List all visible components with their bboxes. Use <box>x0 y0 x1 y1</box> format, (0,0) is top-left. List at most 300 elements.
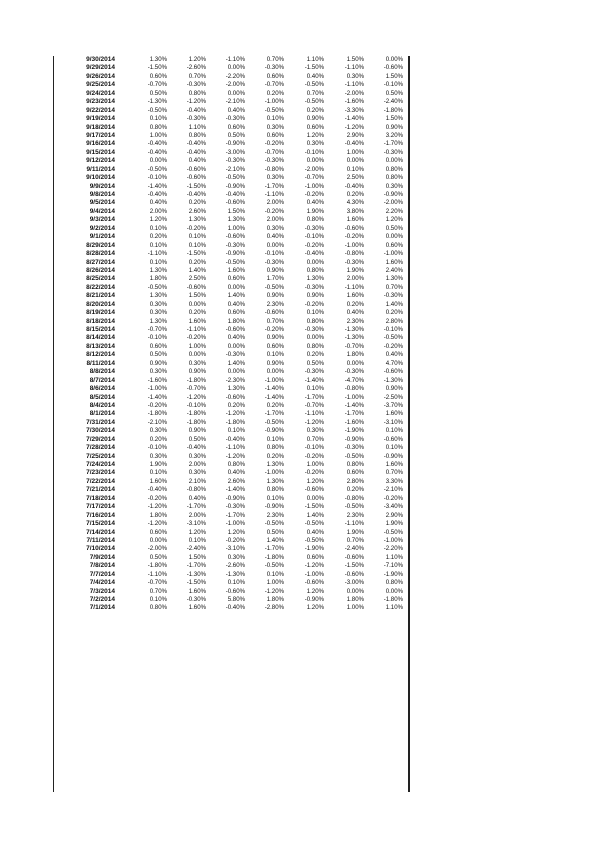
value-cell: -0.80% <box>264 165 284 173</box>
value-cell: 1.60% <box>385 258 403 266</box>
value-cell: -0.30% <box>264 157 284 165</box>
value-cell: 1.50% <box>227 207 245 215</box>
value-cell: 0.30% <box>306 140 324 148</box>
value-cell: -0.60% <box>344 553 364 561</box>
value-cell: -0.20% <box>304 452 324 460</box>
value-cell: -1.80% <box>186 410 206 418</box>
value-cell: 0.80% <box>385 579 403 587</box>
value-cell: 0.40% <box>306 199 324 207</box>
table-row <box>55 436 407 444</box>
value-cell: -0.30% <box>304 368 324 376</box>
value-cell: -1.10% <box>304 410 324 418</box>
value-cell: -0.60% <box>225 199 245 207</box>
value-cell: -1.40% <box>147 393 167 401</box>
table-row <box>55 284 407 292</box>
value-cell: -0.60% <box>383 435 403 443</box>
date-cell: 8/15/2014 <box>86 326 115 333</box>
date-cell: 8/14/2014 <box>86 334 115 342</box>
value-cell: -1.50% <box>186 250 206 258</box>
value-cell: -0.80% <box>344 250 364 258</box>
value-cell: -7.10% <box>383 562 403 570</box>
table-row <box>55 233 407 241</box>
value-cell: -1.20% <box>186 98 206 106</box>
table-row <box>55 275 407 283</box>
value-cell: 0.40% <box>346 309 364 317</box>
value-cell: 0.50% <box>306 359 324 367</box>
date-cell: 8/6/2014 <box>89 385 115 393</box>
value-cell: 0.10% <box>306 385 324 393</box>
value-cell: -1.70% <box>264 410 284 418</box>
value-cell: -1.80% <box>186 418 206 426</box>
value-cell: -1.40% <box>304 376 324 384</box>
value-cell: -0.40% <box>186 106 206 114</box>
value-cell: -0.30% <box>344 444 364 452</box>
value-cell: 0.90% <box>266 266 284 274</box>
value-cell: 0.30% <box>149 452 167 460</box>
value-cell: 0.80% <box>306 317 324 325</box>
value-cell: 0.00% <box>227 64 245 72</box>
value-cell: 1.30% <box>227 216 245 224</box>
value-cell: 0.10% <box>266 435 284 443</box>
value-cell: 1.30% <box>227 385 245 393</box>
value-cell: -0.50% <box>264 283 284 291</box>
value-cell: -0.40% <box>186 444 206 452</box>
value-cell: 2.00% <box>266 199 284 207</box>
value-cell: -0.50% <box>147 165 167 173</box>
value-cell: 1.90% <box>346 266 364 274</box>
date-cell: 8/26/2014 <box>86 266 115 274</box>
value-cell: -0.30% <box>344 258 364 266</box>
value-cell: 0.70% <box>266 56 284 63</box>
value-cell: 0.20% <box>346 191 364 198</box>
value-cell: -0.60% <box>225 587 245 595</box>
value-cell: 2.90% <box>346 131 364 139</box>
value-cell: 0.10% <box>149 115 167 123</box>
value-cell: -1.20% <box>264 587 284 595</box>
value-cell: 0.50% <box>188 435 206 443</box>
value-cell: 1.20% <box>385 216 403 224</box>
value-cell: 0.40% <box>188 494 206 502</box>
value-cell: 0.10% <box>149 258 167 266</box>
value-cell: 1.40% <box>266 536 284 544</box>
value-cell: 1.80% <box>346 596 364 603</box>
value-cell: -0.50% <box>304 81 324 89</box>
value-cell: 0.10% <box>385 444 403 452</box>
table-row <box>55 318 407 326</box>
value-cell: -1.00% <box>147 385 167 393</box>
date-cell: 9/24/2014 <box>86 89 115 97</box>
table-row <box>55 242 407 250</box>
table-row <box>55 410 407 418</box>
value-cell: -1.50% <box>186 579 206 587</box>
table-row <box>55 444 407 452</box>
value-cell: -2.20% <box>383 545 403 553</box>
value-cell: 4.70% <box>385 359 403 367</box>
value-cell: 1.30% <box>149 317 167 325</box>
value-cell: 0.80% <box>188 131 206 139</box>
value-cell: -1.10% <box>344 64 364 72</box>
value-cell: -0.50% <box>304 520 324 528</box>
value-cell: -0.20% <box>304 241 324 249</box>
value-cell: 2.30% <box>346 317 364 325</box>
value-cell: 1.60% <box>149 477 167 485</box>
value-cell: -1.10% <box>147 570 167 578</box>
date-cell: 7/14/2014 <box>86 528 115 536</box>
value-cell: -0.30% <box>225 351 245 359</box>
value-cell: 0.60% <box>306 123 324 131</box>
value-cell: -1.00% <box>344 241 364 249</box>
value-cell: -0.70% <box>147 81 167 89</box>
value-cell: -0.30% <box>304 224 324 232</box>
value-cell: 1.00% <box>346 604 364 612</box>
value-cell: -0.60% <box>304 579 324 587</box>
value-cell: 0.00% <box>149 157 167 165</box>
value-cell: -0.50% <box>383 528 403 536</box>
value-cell: 0.10% <box>266 115 284 123</box>
value-cell: 0.70% <box>306 89 324 97</box>
value-cell: 0.10% <box>188 536 206 544</box>
value-cell: 0.50% <box>149 553 167 561</box>
value-cell: 0.60% <box>227 123 245 131</box>
value-cell: 0.10% <box>188 241 206 249</box>
value-cell: -2.10% <box>225 165 245 173</box>
value-cell: 0.00% <box>385 56 403 63</box>
value-cell: 0.00% <box>385 157 403 165</box>
date-cell: 9/25/2014 <box>86 81 115 89</box>
value-cell: -1.50% <box>147 64 167 72</box>
value-cell: -1.10% <box>264 191 284 198</box>
date-cell: 7/4/2014 <box>89 579 115 587</box>
value-cell: -0.10% <box>383 81 403 89</box>
value-cell: 0.60% <box>306 553 324 561</box>
value-cell: -1.40% <box>147 182 167 190</box>
date-cell: 7/1/2014 <box>89 604 115 612</box>
value-cell: -2.20% <box>225 72 245 80</box>
table-row <box>55 73 407 81</box>
value-cell: 1.30% <box>149 266 167 274</box>
table-row <box>55 588 407 596</box>
value-cell: -1.90% <box>383 570 403 578</box>
date-cell: 7/29/2014 <box>86 435 115 443</box>
table-row <box>55 385 407 393</box>
value-cell: -3.70% <box>383 401 403 409</box>
value-cell: -0.40% <box>147 140 167 148</box>
value-cell: -0.10% <box>264 250 284 258</box>
value-cell: -0.10% <box>304 444 324 452</box>
value-cell: -1.00% <box>264 469 284 477</box>
value-cell: -0.90% <box>225 250 245 258</box>
value-cell: -1.40% <box>344 401 364 409</box>
value-cell: 0.90% <box>188 427 206 435</box>
date-cell: 9/16/2014 <box>86 140 115 148</box>
value-cell: -2.50% <box>383 393 403 401</box>
table-row <box>55 469 407 477</box>
value-cell: -2.10% <box>225 98 245 106</box>
value-cell: -0.90% <box>225 182 245 190</box>
value-cell: 1.80% <box>266 596 284 603</box>
date-cell: 9/4/2014 <box>89 207 115 215</box>
value-cell: 1.40% <box>385 300 403 308</box>
value-cell: 1.20% <box>306 131 324 139</box>
value-cell: 0.00% <box>306 258 324 266</box>
value-cell: -0.50% <box>264 562 284 570</box>
value-cell: 0.20% <box>266 452 284 460</box>
value-cell: 0.30% <box>149 300 167 308</box>
table-row <box>55 461 407 469</box>
value-cell: -1.70% <box>186 562 206 570</box>
table-row <box>55 495 407 503</box>
value-cell: -0.30% <box>225 503 245 511</box>
value-cell: 0.00% <box>346 359 364 367</box>
value-cell: -0.20% <box>147 494 167 502</box>
value-cell: -0.40% <box>147 191 167 198</box>
value-cell: -4.70% <box>344 376 364 384</box>
date-cell: 9/5/2014 <box>89 199 115 207</box>
value-cell: -0.40% <box>147 148 167 156</box>
value-cell: -0.50% <box>147 106 167 114</box>
table-row <box>55 208 407 216</box>
value-cell: 0.40% <box>227 300 245 308</box>
value-cell: 0.80% <box>266 444 284 452</box>
value-cell: -2.10% <box>147 418 167 426</box>
value-cell: 1.60% <box>188 317 206 325</box>
date-cell: 7/7/2014 <box>89 570 115 578</box>
value-cell: 1.60% <box>188 604 206 612</box>
value-cell: 1.50% <box>188 292 206 300</box>
value-cell: 2.50% <box>346 174 364 182</box>
value-cell: 0.90% <box>149 359 167 367</box>
value-cell: -2.30% <box>225 376 245 384</box>
value-cell: 0.10% <box>149 596 167 603</box>
value-cell: -1.20% <box>344 123 364 131</box>
value-cell: 0.10% <box>266 351 284 359</box>
value-cell: 2.40% <box>385 266 403 274</box>
value-cell: -1.40% <box>225 486 245 494</box>
value-cell: 2.60% <box>188 207 206 215</box>
value-cell: -0.90% <box>225 140 245 148</box>
value-cell: 0.50% <box>227 131 245 139</box>
value-cell: 0.60% <box>227 275 245 283</box>
value-cell: -1.10% <box>186 326 206 333</box>
value-cell: 0.00% <box>227 342 245 350</box>
table-row <box>55 579 407 587</box>
value-cell: 0.60% <box>266 72 284 80</box>
table-row <box>55 140 407 148</box>
value-cell: 0.80% <box>385 165 403 173</box>
value-cell: 0.80% <box>149 604 167 612</box>
value-cell: 0.20% <box>227 401 245 409</box>
value-cell: -0.70% <box>344 342 364 350</box>
value-cell: -1.60% <box>344 418 364 426</box>
date-cell: 7/28/2014 <box>86 444 115 452</box>
value-cell: -0.30% <box>264 258 284 266</box>
value-cell: -1.70% <box>344 410 364 418</box>
value-cell: 0.00% <box>188 351 206 359</box>
date-cell: 7/23/2014 <box>86 469 115 477</box>
value-cell: -3.10% <box>383 418 403 426</box>
table-row <box>55 115 407 123</box>
value-cell: 1.10% <box>306 56 324 63</box>
value-cell: -3.10% <box>225 545 245 553</box>
value-cell: -1.30% <box>225 570 245 578</box>
value-cell: -1.40% <box>344 115 364 123</box>
value-cell: 0.40% <box>227 106 245 114</box>
value-cell: 4.30% <box>346 199 364 207</box>
value-cell: 1.30% <box>306 275 324 283</box>
value-cell: -0.80% <box>344 494 364 502</box>
value-cell: 0.20% <box>346 300 364 308</box>
value-cell: -0.40% <box>186 140 206 148</box>
value-cell: -0.90% <box>264 427 284 435</box>
table-row <box>55 259 407 267</box>
value-cell: -0.50% <box>304 536 324 544</box>
value-cell: -1.80% <box>225 418 245 426</box>
value-cell: 0.10% <box>266 494 284 502</box>
value-cell: 1.80% <box>227 317 245 325</box>
value-cell: 1.90% <box>346 528 364 536</box>
value-cell: -0.30% <box>304 326 324 333</box>
value-cell: 0.00% <box>385 587 403 595</box>
value-cell: -0.30% <box>225 157 245 165</box>
date-cell: 7/17/2014 <box>86 503 115 511</box>
value-cell: 0.50% <box>149 89 167 97</box>
value-cell: 0.00% <box>149 536 167 544</box>
table-row <box>55 419 407 427</box>
value-cell: -2.10% <box>383 486 403 494</box>
value-cell: 1.60% <box>227 266 245 274</box>
value-cell: -0.50% <box>383 334 403 342</box>
value-cell: 0.40% <box>188 157 206 165</box>
table-row <box>55 326 407 334</box>
value-cell: 0.30% <box>266 174 284 182</box>
value-cell: -0.60% <box>344 570 364 578</box>
value-cell: -2.00% <box>304 165 324 173</box>
table-row <box>55 334 407 342</box>
date-cell: 7/22/2014 <box>86 477 115 485</box>
value-cell: -0.10% <box>147 444 167 452</box>
value-cell: -0.90% <box>264 503 284 511</box>
value-cell: -1.30% <box>344 326 364 333</box>
value-cell: -0.20% <box>147 401 167 409</box>
table-row <box>55 554 407 562</box>
value-cell: -0.30% <box>186 596 206 603</box>
value-cell: -1.10% <box>344 283 364 291</box>
date-cell: 7/10/2014 <box>86 545 115 553</box>
value-cell: -0.70% <box>147 579 167 587</box>
value-cell: 1.00% <box>346 148 364 156</box>
value-cell: -0.10% <box>186 401 206 409</box>
value-cell: 0.10% <box>266 570 284 578</box>
value-cell: 0.50% <box>149 351 167 359</box>
value-cell: 0.20% <box>188 309 206 317</box>
date-cell: 9/8/2014 <box>89 191 115 198</box>
value-cell: -1.30% <box>186 570 206 578</box>
value-cell: -0.30% <box>225 115 245 123</box>
value-cell: -0.20% <box>264 140 284 148</box>
value-cell: 0.80% <box>346 461 364 468</box>
value-cell: -1.80% <box>147 410 167 418</box>
date-cell: 8/21/2014 <box>86 292 115 300</box>
value-cell: 0.90% <box>306 292 324 300</box>
date-cell: 9/17/2014 <box>86 131 115 139</box>
value-cell: 0.10% <box>188 233 206 241</box>
value-cell: 0.30% <box>149 368 167 376</box>
value-cell: -1.10% <box>147 250 167 258</box>
value-cell: 2.30% <box>346 511 364 519</box>
value-cell: -0.90% <box>225 494 245 502</box>
value-cell: 1.60% <box>385 410 403 418</box>
value-cell: -1.80% <box>383 106 403 114</box>
table-row <box>55 199 407 207</box>
value-cell: 0.60% <box>227 309 245 317</box>
date-cell: 8/28/2014 <box>86 250 115 258</box>
date-cell: 9/9/2014 <box>89 182 115 190</box>
value-cell: 0.20% <box>266 401 284 409</box>
value-cell: -0.30% <box>264 64 284 72</box>
value-cell: -0.20% <box>264 326 284 333</box>
value-cell: 0.20% <box>346 486 364 494</box>
value-cell: 1.60% <box>346 292 364 300</box>
date-cell: 9/12/2014 <box>86 157 115 165</box>
date-cell: 8/22/2014 <box>86 283 115 291</box>
daily-returns-table <box>55 56 407 613</box>
value-cell: -1.90% <box>304 545 324 553</box>
value-cell: -1.80% <box>147 562 167 570</box>
value-cell: 1.00% <box>149 131 167 139</box>
value-cell: -0.80% <box>186 486 206 494</box>
value-cell: -0.30% <box>383 148 403 156</box>
table-row <box>55 604 407 612</box>
value-cell: -0.40% <box>225 604 245 612</box>
value-cell: -0.10% <box>304 233 324 241</box>
value-cell: -1.60% <box>147 376 167 384</box>
value-cell: 0.90% <box>266 359 284 367</box>
table-row <box>55 107 407 115</box>
value-cell: -0.50% <box>264 418 284 426</box>
value-cell: 0.20% <box>385 309 403 317</box>
value-cell: 1.20% <box>188 528 206 536</box>
value-cell: 1.80% <box>149 275 167 283</box>
value-cell: 1.30% <box>188 216 206 224</box>
value-cell: 0.30% <box>306 427 324 435</box>
value-cell: -1.10% <box>225 444 245 452</box>
value-cell: 0.70% <box>188 72 206 80</box>
value-cell: 0.00% <box>346 587 364 595</box>
value-cell: -2.00% <box>344 89 364 97</box>
value-cell: -0.10% <box>147 334 167 342</box>
value-cell: -0.60% <box>383 64 403 72</box>
value-cell: 0.00% <box>227 89 245 97</box>
value-cell: 0.20% <box>149 233 167 241</box>
value-cell: -2.40% <box>344 545 364 553</box>
value-cell: 0.10% <box>149 241 167 249</box>
value-cell: 1.00% <box>188 342 206 350</box>
table-row <box>55 562 407 570</box>
value-cell: 0.70% <box>346 536 364 544</box>
table-row <box>55 377 407 385</box>
value-cell: -0.70% <box>186 385 206 393</box>
table-row <box>55 191 407 199</box>
value-cell: -0.70% <box>304 401 324 409</box>
table-row <box>55 343 407 351</box>
value-cell: 0.30% <box>266 123 284 131</box>
value-cell: 1.90% <box>149 461 167 468</box>
table-row <box>55 368 407 376</box>
value-cell: -0.60% <box>383 368 403 376</box>
value-cell: -0.40% <box>344 140 364 148</box>
value-cell: 0.10% <box>149 224 167 232</box>
value-cell: -0.20% <box>186 334 206 342</box>
